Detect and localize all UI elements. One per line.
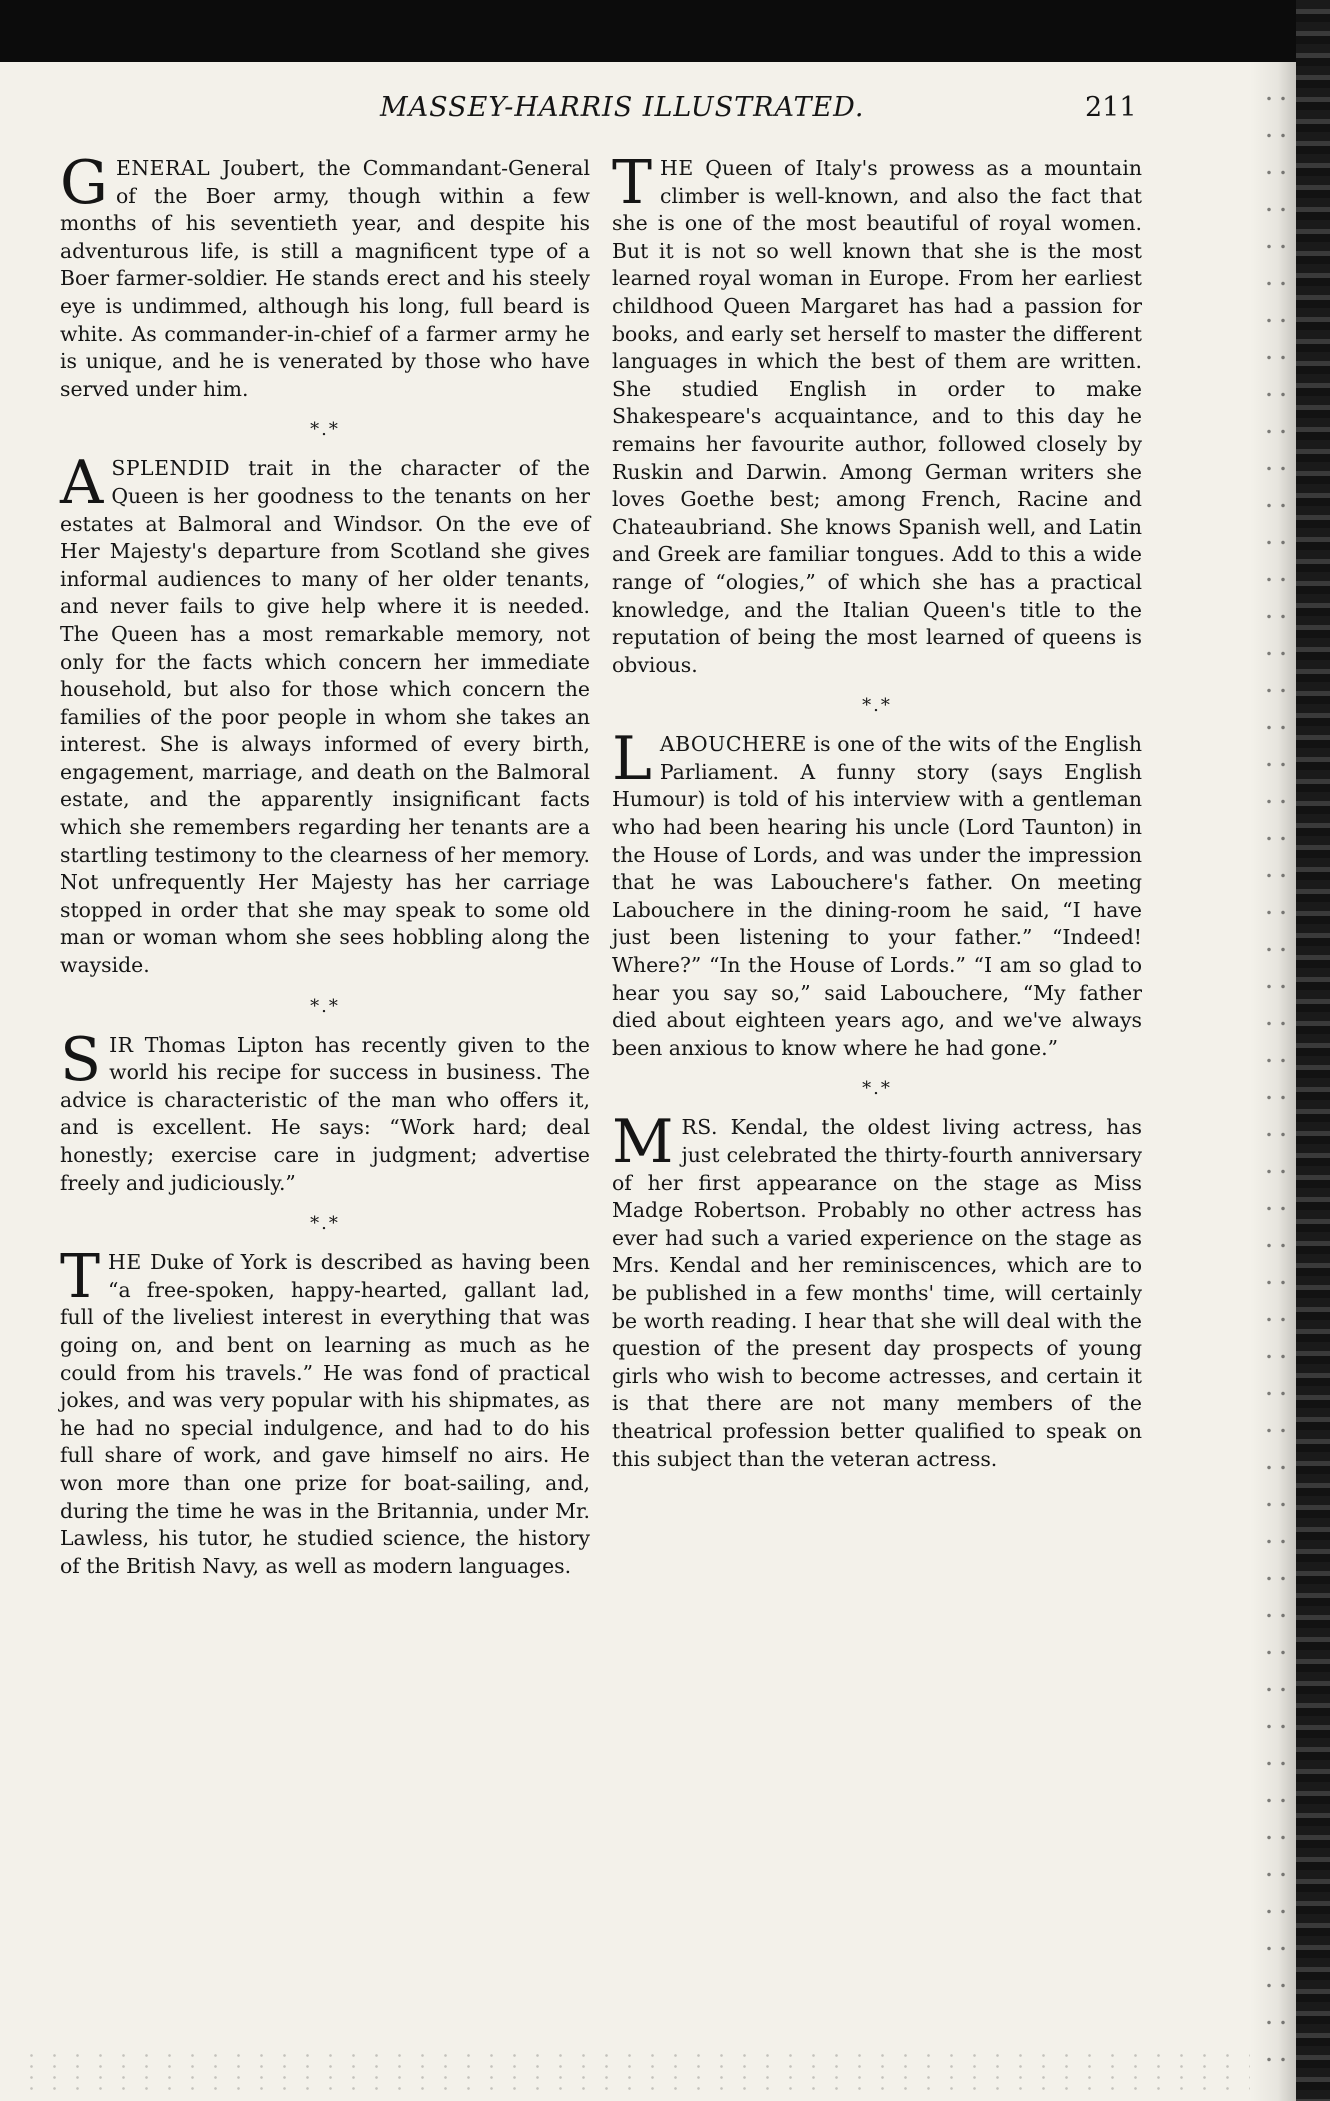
page-number: 211 (1085, 92, 1137, 123)
paragraph-text: Joubert, the Commandant-General of the Boer army, though within a few months of his seventieth year, and despite his adventurous life, is still a magnificent type of a Boer farmer-soldier. He stands erect and his steely eye is undimmed, although his long, full beard is white. As commander-in-chief of a farmer army he is unique, and he is venerated by those who have served under him. (60, 156, 590, 401)
paragraph-text: trait in the character of the Queen is her goodness to the tenants on her estates at Balmoral and Windsor. On the eve of Her Majesty's departure from Scotland she gives informal audiences to many of her older tenants, and never fails to give help where it is needed. The Queen has a most remarkable memory, not only for the facts which concern her immediate household, but also for those which concern the families of the poor people in whom she takes an interest. She is always informed of every birth, engagement, marriage, and death on the Balmoral estate, and the apparently insignificant facts which she remembers regarding her tenants are a startling testimony to the clearness of her memory. Not unfrequently Her Majesty has her carriage stopped in order that she may speak to some old man or woman whom she sees hobbling along the wayside. (60, 456, 590, 978)
drop-cap: T (612, 148, 653, 218)
section-divider: *.* (862, 695, 892, 717)
lead-word: ENERAL (115, 156, 211, 180)
lead-word: HE (108, 1250, 142, 1275)
drop-cap: L (612, 724, 652, 795)
section-divider: *.* (310, 1213, 340, 1235)
paragraph-duke-of-york (60, 1242, 590, 1580)
lead-word: ABOUCHERE (659, 732, 807, 757)
drop-cap: G (60, 148, 108, 218)
drop-cap: M (612, 1107, 674, 1178)
drop-cap: T (60, 1242, 101, 1313)
paragraph-labouchere (612, 724, 1142, 1062)
paragraph-queen-of-italy (612, 148, 1142, 679)
running-title: MASSEY-HARRIS ILLUSTRATED. (380, 92, 865, 123)
paragraph-queen-tenants (60, 448, 590, 979)
page-edge-noise (1262, 80, 1292, 2070)
paragraph-text: Queen of Italy's prowess as a mountain climber is well-known, and also the fact that she is one of the most beautiful of royal women. But it is not so well known that she is the most learned royal woman in Europe. From her earliest childhood Queen Margaret has had a passion for books, and early set herself to master the different languages in which the best of them are written. She studied English in order to make Shakespeare's acquaintance, and to this day he remains her favourite author, followed closely by Ruskin and Darwin. Among German writers she loves Goethe best; among French, Racine and Chateaubriand. She knows Spanish well, and Latin and Greek are familiar tongues. Add to this a wide range of “ologies,” of which she has a practical knowledge, and the Italian Queen's title to the reputation of being the most learned of queens is obvious. (612, 156, 1142, 677)
right-column (612, 148, 1142, 1473)
page-bottom-noise (20, 2050, 1250, 2090)
scan-right-border (1296, 0, 1330, 2101)
paragraph-text: Kendal, the oldest living actress, has just celebrated the thirty-fourth anniversary of her first appearance on the stage as Miss Madge Robertson. Probably no other actress has ever had such a varied experience on the stage as Mrs. Kendal and her reminiscences, which are to be published in a few months' time, will certainly be worth reading. I hear that she will deal with the question of the present day prospects of young girls who wish to become actresses, and certain it is that there are not many members of the theatrical profession better qualified to speak on this subject than the veteran actress. (612, 1115, 1142, 1471)
paragraph-text: Duke of York is described as having been “a free-spoken, happy-hearted, gallant lad, full of the liveliest interest in everything that was going on, and bent on learning as much as he could from his travels.” He was fond of practical jokes, and was very popular with his shipmates, as he had no special indulgence, and had to do his full share of work, and gave himself no airs. He won more than one prize for boat-sailing, and, during the time he was in the Britannia, under Mr. Lawless, his tutor, he studied science, the history of the British Navy, as well as modern languages. (60, 1250, 590, 1578)
paragraph-mrs-kendal (612, 1107, 1142, 1473)
paragraph-lipton (60, 1024, 590, 1198)
page-header (60, 92, 1137, 136)
scan-top-border (0, 0, 1330, 62)
lead-word: HE (660, 156, 694, 180)
left-column (60, 148, 590, 1580)
lead-word: IR (109, 1032, 134, 1057)
paragraph-text: Thomas Lipton has recently given to the world his recipe for success in business. The advice is characteristic of the man who offers it, and is excellent. He says: “Work hard; deal honestly; exercise care in judgment; advertise freely and judiciously.” (60, 1032, 590, 1195)
lead-word: RS. (681, 1115, 719, 1140)
lead-word: SPLENDID (111, 456, 231, 481)
drop-cap: A (60, 448, 104, 519)
section-divider: *.* (310, 419, 340, 441)
section-divider: *.* (862, 1078, 892, 1100)
paragraph-joubert (60, 148, 590, 403)
section-divider: *.* (310, 995, 340, 1017)
paragraph-text: is one of the wits of the English Parliament. A funny story (says English Humour) is told of his interview with a gentleman who had been hearing his uncle (Lord Taunton) in the House of Lords, and was under the impression that he was Labouchere's father. On meeting Labouchere in the dining-room he said, “I have just been listening to your father.” “Indeed! Where?” “In the House of Lords.” “I am so glad to hear you say so,” said Labouchere, “My father died about eighteen years ago, and we've always been anxious to know where he had gone.” (612, 732, 1142, 1060)
drop-cap: S (60, 1024, 102, 1095)
